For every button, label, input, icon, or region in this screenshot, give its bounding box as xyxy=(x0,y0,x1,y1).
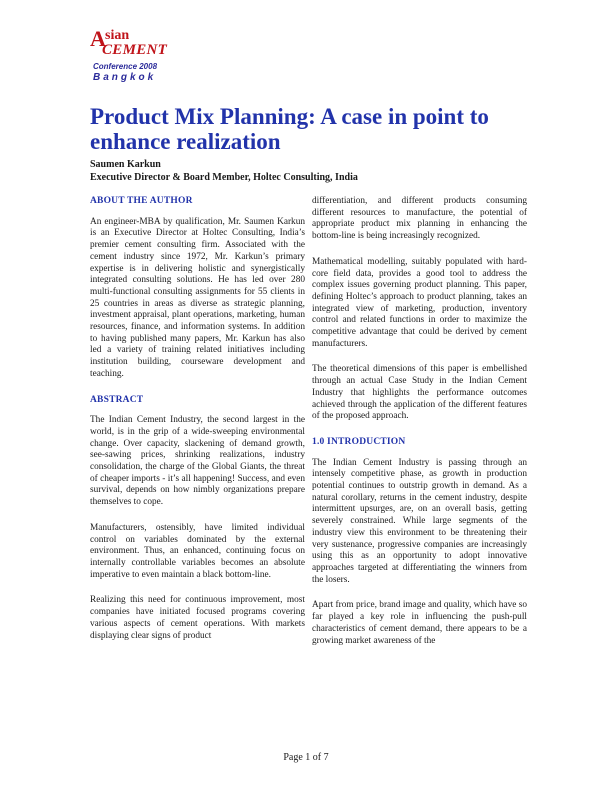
logo-city: Bangkok xyxy=(93,72,157,83)
author-name: Saumen Karkun xyxy=(90,159,161,170)
logo-conference: Conference 2008 xyxy=(93,62,158,71)
page-number: Page 1 of 7 xyxy=(283,752,329,763)
paper-title: Product Mix Planning: A case in point to enhance realization xyxy=(90,104,489,154)
right-column xyxy=(312,196,527,661)
abstract-heading: ABSTRACT xyxy=(90,394,144,405)
introduction-heading: 1.0 INTRODUCTION xyxy=(312,436,406,447)
abstract-paragraph-4: differentiation, and different products consuming different resources to manufacture, the potential of appropriate product mix planning in enhancing the bottom-line is being increasingly recognized. xyxy=(312,196,527,242)
logo-asian: sian xyxy=(105,28,130,43)
about-heading: ABOUT THE AUTHOR xyxy=(90,196,193,206)
conference-logo xyxy=(90,24,210,84)
about-text: An engineer-MBA by qualification, Mr. Saumen Karkun is an Executive Director at Holtec Consulting, India’s premier cement consulting firm. Associated with the cement industry since 1972, Mr. Karkun’s primary expertise is in delivering holistic and synergistically integrated consulting solutions. He has led over 280 multi-functional consulting assignments for 55 clients in 25 countries in areas as diverse as strategic planning, investment appraisal, plant operations, marketing, human resources, finance, and information systems. In addition to having published many papers, Mr. Karkun has also led a variety of training related initiatives including institution building, courseware development and teaching. xyxy=(90,216,305,379)
introduction-paragraph-1: The Indian Cement Industry is passing through an intensely competitive phase, as growth in production potential continues to outstrip growth in demand. As a natural corollary, returns in the cement industry, despite intermittent upsurges, are, on an overall basis, getting severely constrained. While large segments of the industry view this environment to be threatening their very sustenance, progressive companies are increasingly using this as an opportunity to adopt innovative approaches targeted at differentiating the winners from the losers. xyxy=(312,457,527,585)
abstract-paragraph-5: Mathematical modelling, suitably populated with hard-core field data, provides a good tool to address the complex issues governing product planning. This paper, defining Holtec’s approach to product planning, takes an integrated view of marketing, production, inventory control and related functions in order to maximize the competitive advantage that could be derived by cement manufacturers. xyxy=(312,256,527,349)
abstract-paragraph-2: Manufacturers, ostensibly, have limited individual control on variables dominated by the external environment. Thus, an enhanced, continuing focus on internally controllable variables becomes an absolute imperative to even maintain a black bottom-line. xyxy=(90,522,305,580)
introduction-paragraph-2: Apart from price, brand image and quality, which have so far played a key role in influencing the push-pull characteristics of cement demand, there appears to be a growing market awareness of the xyxy=(312,600,527,646)
abstract-paragraph-3: Realizing this need for continuous improvement, most companies have initiated focused programs covering various aspects of cement operations. With markets displaying clear signs of product xyxy=(90,595,305,641)
abstract-paragraph-6: The theoretical dimensions of this paper is embellished through an actual Case Study in the Indian Cement Industry that highlights the performance outcomes achieved through the application of the different features of the proposed approach. xyxy=(312,364,527,422)
logo-initial: A xyxy=(90,26,106,51)
left-column xyxy=(90,196,305,656)
abstract-paragraph-1: The Indian Cement Industry, the second largest in the world, is in the grip of a wide-sweeping environmental change. Over capacity, slackening of demand growth, see-sawing prices, shrinking realizations, industry consolidation, the charge of the Global Giants, the threat of cheaper imports - it’s all happening! Success, and even survival, depends on how nimbly organizations prepare themselves to cope. xyxy=(90,415,305,508)
author-block xyxy=(90,158,358,184)
logo-cement: CEMENT xyxy=(102,42,168,58)
author-position: Executive Director & Board Member, Holtec Consulting, India xyxy=(90,172,358,183)
